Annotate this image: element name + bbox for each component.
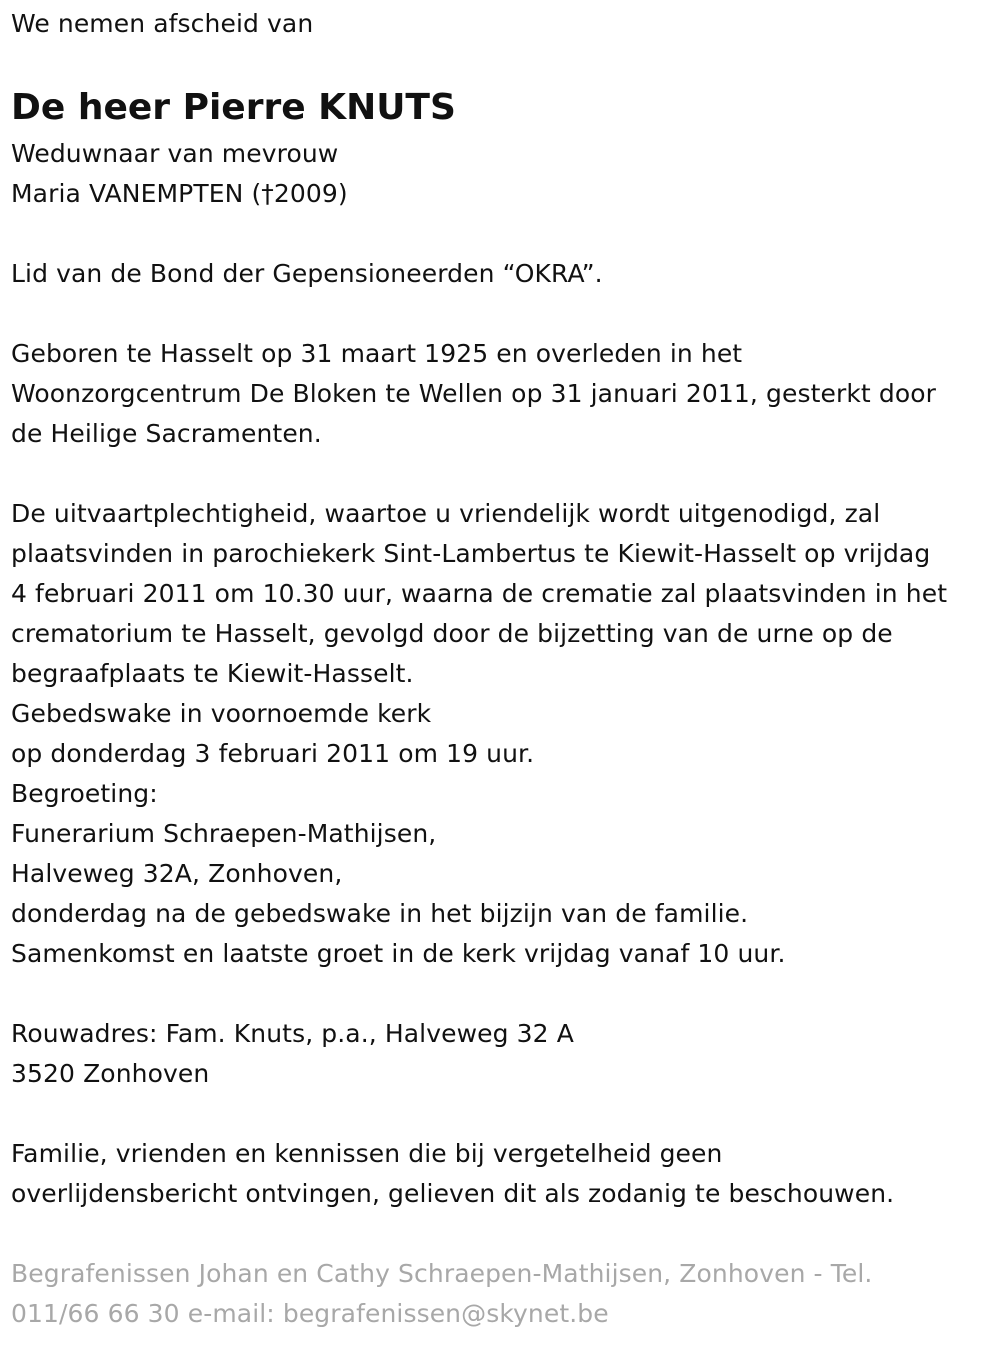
paragraph-line: Gebedswake in voornoemde kerk — [11, 699, 432, 728]
spouse-name-line — [11, 174, 990, 214]
paragraph-line: op donderdag 3 februari 2011 om 19 uur. — [11, 739, 535, 768]
paragraph-line: crematorium te Hasselt, gevolgd door de bijzetting van de urne op de — [11, 619, 893, 648]
paragraph-line: Begroeting: — [11, 779, 158, 808]
paragraph-line: overlijdensbericht ontvingen, gelieven dit als zodanig te beschouwen. — [11, 1179, 895, 1208]
footer-line: 011/66 66 30 e-mail: begrafenissen@skynet.be — [11, 1299, 609, 1328]
paragraph-line: Samenkomst en laatste groet in de kerk vrijdag vanaf 10 uur. — [11, 939, 786, 968]
paragraph-line: begraafplaats te Kiewit-Hasselt. — [11, 659, 414, 688]
paragraph-line: Funerarium Schraepen-Mathijsen, — [11, 819, 437, 848]
paragraph-line: 4 februari 2011 om 10.30 uur, waarna de crematie zal plaatsvinden in het — [11, 579, 948, 608]
deceased-name: De heer Pierre KNUTS — [11, 87, 456, 128]
spouse-death-year: 2009) — [273, 179, 348, 208]
birth-death-paragraph — [11, 334, 990, 454]
paragraph-line: De uitvaartplechtigheid, waartoe u vriendelijk wordt uitgenodigd, zal — [11, 499, 881, 528]
notice-paragraph — [11, 1134, 990, 1214]
footer-line: Begrafenissen Johan en Cathy Schraepen-Mathijsen, Zonhoven - Tel. — [11, 1259, 873, 1288]
address-line: 3520 Zonhoven — [11, 1059, 210, 1088]
paragraph-line: de Heilige Sacramenten. — [11, 419, 322, 448]
spouse-name: Maria VANEMPTEN ( — [11, 179, 262, 208]
spouse-line: Weduwnaar van mevrouw — [11, 139, 339, 168]
paragraph-line: Familie, vrienden en kennissen die bij vergetelheid geen — [11, 1139, 723, 1168]
mourning-address — [11, 1014, 990, 1094]
ceremony-paragraph — [11, 494, 990, 974]
paragraph-line: Halveweg 32A, Zonhoven, — [11, 859, 343, 888]
paragraph-line: plaatsvinden in parochiekerk Sint-Lambertus te Kiewit-Hasselt op vrijdag — [11, 539, 931, 568]
paragraph-line: donderdag na de gebedswake in het bijzijn van de familie. — [11, 899, 749, 928]
intro-text: We nemen afscheid van — [11, 9, 314, 38]
funeral-home-footer — [11, 1254, 990, 1334]
address-line: Rouwadres: Fam. Knuts, p.a., Halveweg 32 A — [11, 1019, 574, 1048]
paragraph-line: Woonzorgcentrum De Bloken te Wellen op 31 januari 2011, gesterkt door — [11, 379, 937, 408]
cross-icon: † — [261, 179, 274, 208]
membership-text: Lid van de Bond der Gepensioneerden “OKRA”. — [11, 259, 603, 288]
paragraph-line: Geboren te Hasselt op 31 maart 1925 en overleden in het — [11, 339, 743, 368]
